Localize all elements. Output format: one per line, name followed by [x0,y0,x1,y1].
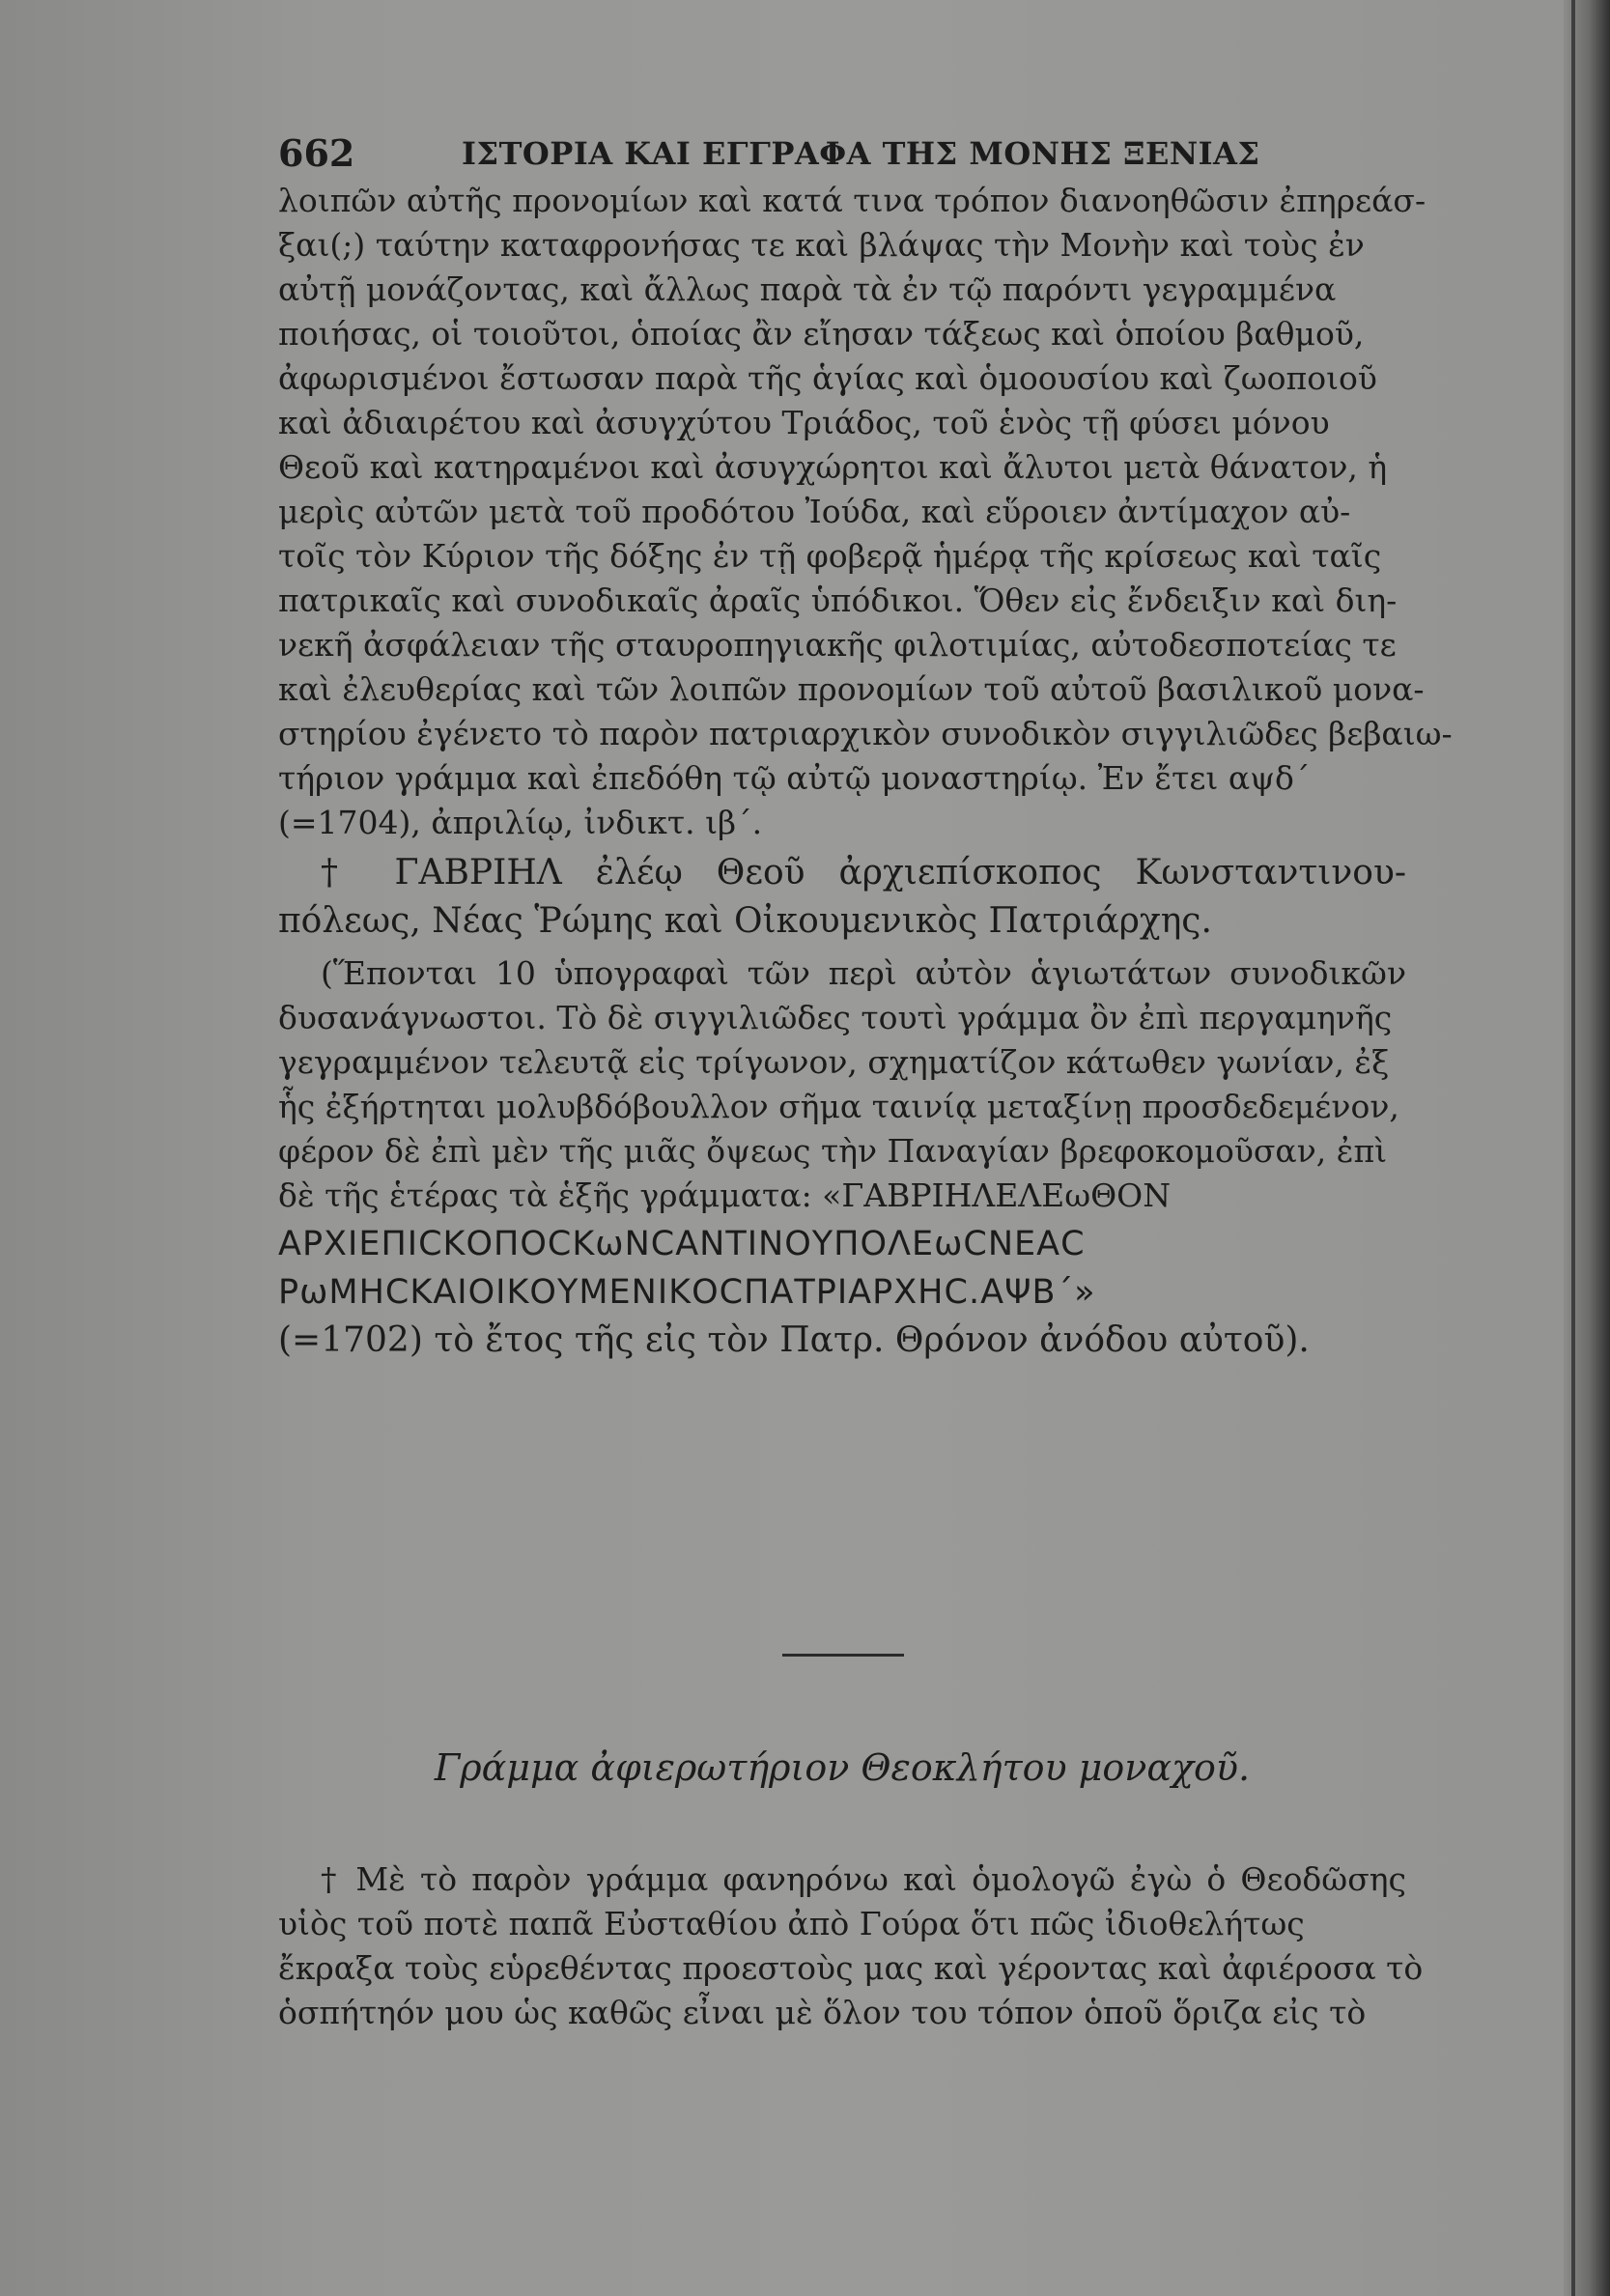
note-line: δὲ τῆς ἑτέρας τὰ ἑξῆς γράμματα: «ΓΑΒΡΙΗΛΕΛΕωΘΟΝ [278,1176,1172,1214]
page-number: 662 [278,131,355,175]
note-line: (=1702) τὸ ἔτος τῆς εἰς τὸν Πατρ. Θρόνον ἀνόδου αὐτοῦ). [278,1320,1310,1360]
body-line: τήριον γράμμα καὶ ἐπεδόθη τῷ αὐτῷ μοναστηρίῳ. Ἐν ἔτει αψδ´ [278,759,1311,797]
note-line: (Ἕπονται 10 ὑπογραφαὶ τῶν περὶ αὐτὸν ἁγιωτάτων συνοδικῶν [321,954,1406,992]
seal-inscription-line: ΑΡΧΙΕΠΙCΚΟΠΟCΚωΝCΑΝΤΙΝΟΥΠΟΛΕωCΝΕΑC [278,1225,1086,1263]
body-line: ἀφωρισμένοι ἔστωσαν παρὰ τῆς ἁγίας καὶ ὁμοουσίου καὶ ζωοποιοῦ [278,359,1377,397]
body-line: ξαι(;) ταύτην καταφρονήσας τε καὶ βλάψας τὴν Μονὴν καὶ τοὺς ἐν [278,226,1365,264]
note-line: ἧς ἐξήρτηται μολυβδόβουλλον σῆμα ταινίᾳ μεταξίνῃ προσδεδεμένον, [278,1088,1399,1125]
page-edge-shadow [1564,0,1610,2296]
note-line: φέρον δὲ ἐπὶ μὲν τῆς μιᾶς ὄψεως τὴν Παναγίαν βρεφοκομοῦσαν, ἐπὶ [278,1132,1388,1170]
body-line: στηρίου ἐγένετο τὸ παρὸν πατριαρχικὸν συνοδικὸν σιγγιλιῶδες βεβαιω- [278,715,1453,752]
signature-line: † ΓΑΒΡΙΗΛ ἐλέῳ Θεοῦ ἀρχιεπίσκοπος Κωνσταντινου- [321,853,1406,893]
body-line: τοῖς τὸν Κύριον τῆς δόξης ἐν τῇ φοβερᾷ ἡμέρᾳ τῆς κρίσεως καὶ ταῖς [278,537,1382,575]
section-line: † Μὲ τὸ παρὸν γράμμα φανηρόνω καὶ ὁμολογῶ ἐγὼ ὁ Θεοδῶσης [321,1860,1406,1898]
note-line: δυσανάγνωστοι. Τὸ δὲ σιγγιλιῶδες τουτὶ γράμμα ὂν ἐπὶ περγαμηνῆς [278,999,1393,1036]
section-line: ὁσπήτηόν μου ὡς καθῶς εἶναι μὲ ὅλον του τόπον ὁποῦ ὅριζα εἰς τὸ [278,1994,1367,2031]
body-line: πατρικαῖς καὶ συνοδικαῖς ἀραῖς ὑπόδικοι. Ὅθεν εἰς ἔνδειξιν καὶ διη- [278,581,1398,619]
signature-line: πόλεως, Νέας Ῥώμης καὶ Οἰκουμενικὸς Πατριάρχης. [278,901,1212,941]
seal-inscription-line: ΡωΜΗCΚΑΙΟΙΚΟΥΜΕΝΙΚΟCΠΑΤΡΙΑΡΧΗC.ΑΨΒ´» [278,1273,1096,1312]
body-line: καὶ ἀδιαιρέτου καὶ ἀσυγχύτου Τριάδος, τοῦ ἑνὸς τῇ φύσει μόνου [278,404,1330,441]
body-line: λοιπῶν αὐτῆς προνομίων καὶ κατά τινα τρόπον διανοηθῶσιν ἐπηρεάσ- [278,182,1426,219]
section-line: ἔκραξα τοὺς εὑρεθέντας προεστοὺς μας καὶ γέροντας καὶ ἀφιέροσα τὸ [278,1949,1424,1987]
body-line: αὐτῇ μονάζοντας, καὶ ἄλλως παρὰ τὰ ἐν τῷ παρόντι γεγραμμένα [278,270,1337,308]
section-heading: Γράμμα ἀφιερωτήριον Θεοκλήτου μοναχοῦ. [434,1746,1251,1789]
section-line: υἱὸς τοῦ ποτὲ παπᾶ Εὐσταθίου ἀπὸ Γούρα ὅτι πῶς ἰδιοθελήτως [278,1905,1305,1942]
body-line: Θεοῦ καὶ κατηραμένοι καὶ ἀσυγχώρητοι καὶ ἄλυτοι μετὰ θάνατον, ἡ [278,448,1388,486]
body-line: νεκῆ ἀσφάλειαν τῆς σταυροπηγιακῆς φιλοτιμίας, αὐτοδεσποτείας τε [278,626,1397,664]
note-line: γεγραμμένον τελευτᾷ εἰς τρίγωνον, σχηματίζον κάτωθεν γωνίαν, ἐξ [278,1043,1390,1081]
body-line: μερὶς αὐτῶν μετὰ τοῦ προδότου Ἰούδα, καὶ εὕροιεν ἀντίμαχον αὐ- [278,493,1351,530]
body-line: καὶ ἐλευθερίας καὶ τῶν λοιπῶν προνομίων τοῦ αὐτοῦ βασιλικοῦ μονα- [278,670,1425,708]
section [278,0,1424,2222]
running-head: ΙΣΤΟΡΙΑ ΚΑΙ ΕΓΓΡΑΦΑ ΤΗΣ ΜΟΝΗΣ ΞΕΝΙΑΣ [462,135,1260,172]
body-line: ποιήσας, οἱ τοιοῦτοι, ὁποίας ἂν εἴησαν τάξεως καὶ ὁποίου βαθμοῦ, [278,315,1365,353]
date-line: (=1704), ἀπριλίῳ, ἰνδικτ. ιβ´. [278,804,763,841]
